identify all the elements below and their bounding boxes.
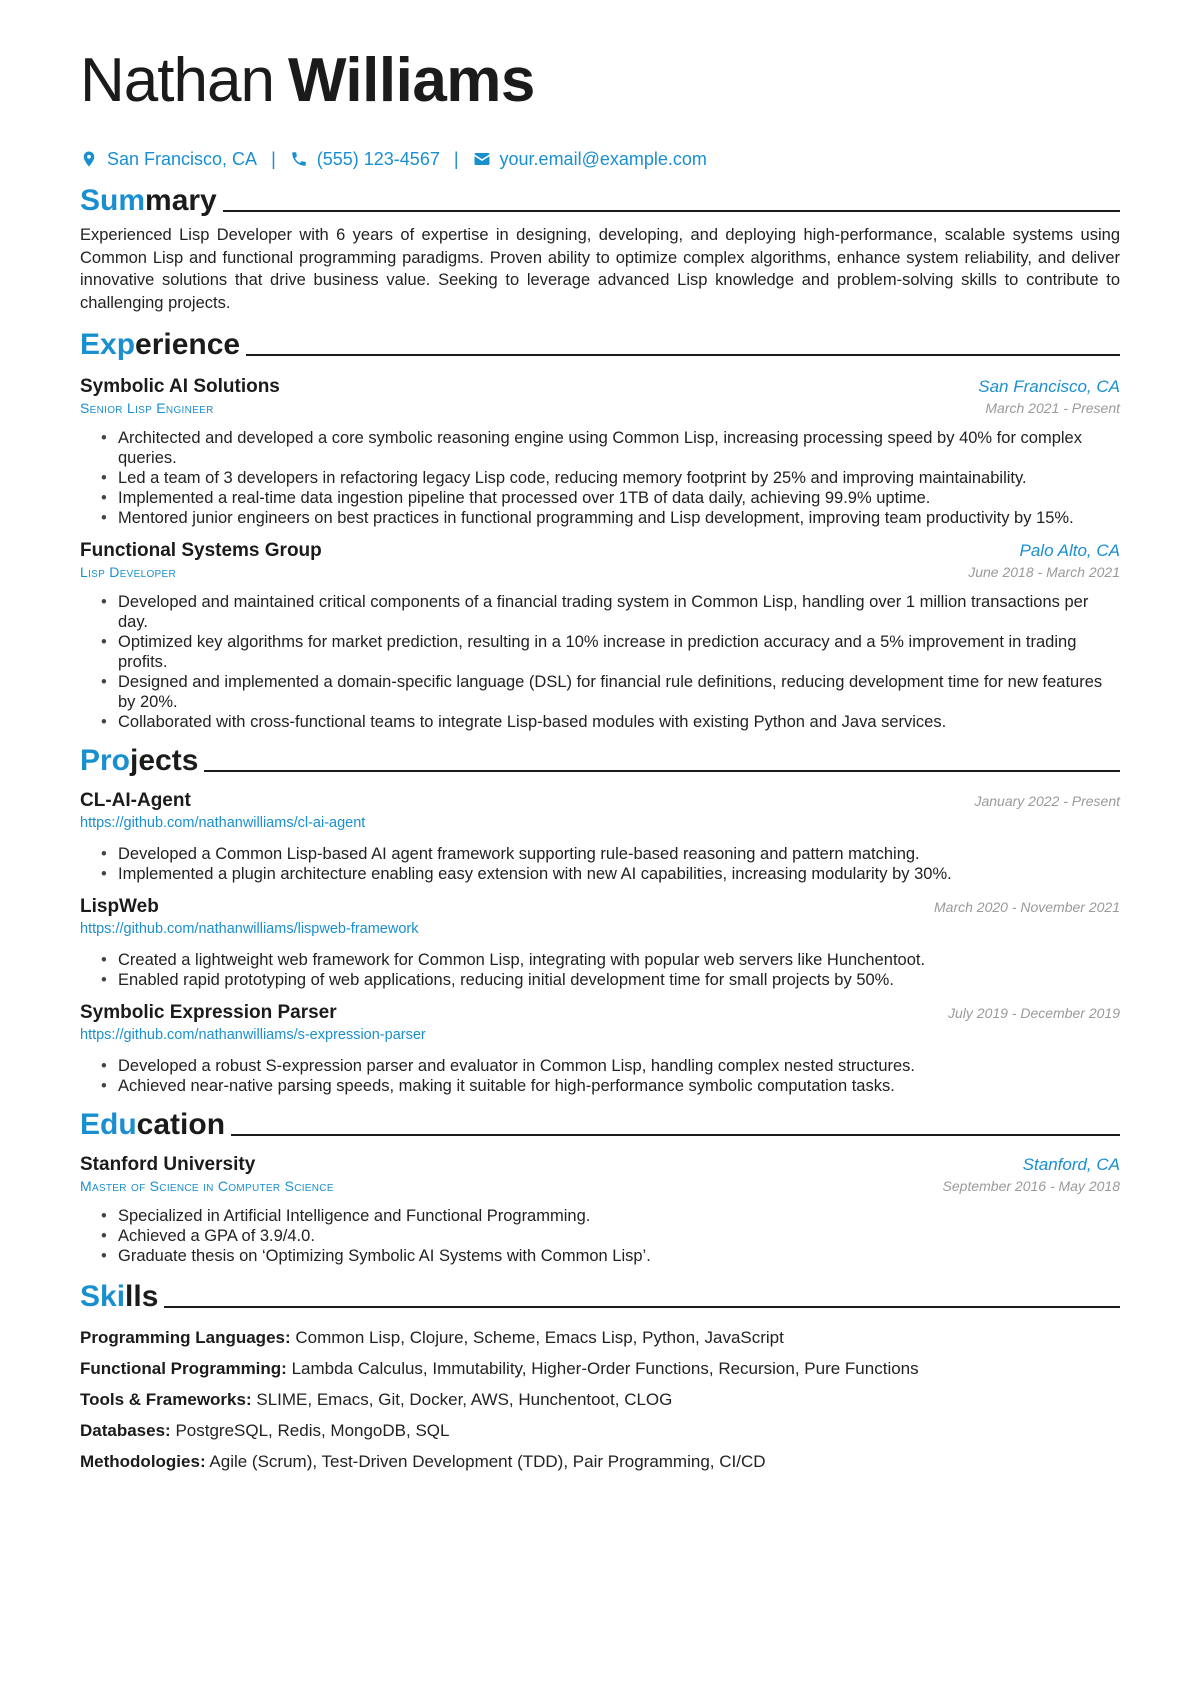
list-item: • Specialized in Artificial Intelligence and Functional Programming. <box>118 1206 1120 1226</box>
project-dates: January 2022 - Present <box>974 793 1120 809</box>
skill-label: Tools & Frameworks: <box>80 1390 252 1409</box>
job-location: Palo Alto, CA <box>1019 541 1120 560</box>
list-item: • Achieved a GPA of 3.9/4.0. <box>118 1226 1120 1246</box>
list-item: • Architected and developed a core symbolic reasoning engine using Common Lisp, increasing processing speed by 40% for complex queries. <box>118 428 1120 468</box>
project-entry <box>80 790 1120 884</box>
job-role: Lisp Developer <box>80 564 177 580</box>
summary-title: Summary <box>80 184 217 217</box>
resume-page <box>80 0 1120 1483</box>
last-name: Williams <box>287 46 535 115</box>
degree-name: Master of Science in Computer Science <box>80 1178 334 1194</box>
project-link[interactable]: https://github.com/nathanwilliams/cl-ai-agent <box>80 815 366 831</box>
project-bullets <box>80 844 1120 884</box>
map-pin-icon <box>80 150 98 168</box>
job-bullets <box>80 428 1120 528</box>
list-item: • Designed and implemented a domain-specific language (DSL) for financial rule definitions, reducing development time for new features by 20%. <box>118 672 1120 712</box>
list-item: • Developed a Common Lisp-based AI agent framework supporting rule-based reasoning and pattern matching. <box>118 844 1120 864</box>
skill-value: PostgreSQL, Redis, MongoDB, SQL <box>175 1421 450 1440</box>
education-dates: September 2016 - May 2018 <box>942 1178 1120 1194</box>
phone-text[interactable]: (555) 123-4567 <box>316 148 440 169</box>
section-rule <box>223 210 1120 212</box>
email-link[interactable]: your.email@example.com <box>499 148 707 169</box>
location-item <box>80 149 257 170</box>
skill-value: SLIME, Emacs, Git, Docker, AWS, Hunchentoot, CLOG <box>256 1390 673 1409</box>
list-item: • Implemented a real-time data ingestion pipeline that processed over 1TB of data daily, achieving 99.9% uptime. <box>118 488 1120 508</box>
project-name: Symbolic Expression Parser <box>80 1002 337 1023</box>
skill-value: Lambda Calculus, Immutability, Higher-Order Functions, Recursion, Pure Functions <box>291 1359 919 1378</box>
candidate-name <box>80 0 1120 118</box>
summary-text: Experienced Lisp Developer with 6 years of expertise in designing, developing, and deploying high-performance, scalable systems using Common Lisp and functional programming paradigms. Proven ability to optimize complex algorithms, enhance system reliability, and deliver innovative solutions that drive business value. Seeking to leverage advanced Lisp knowledge and problem-solving skills to contribute to challenging projects. <box>80 226 1120 312</box>
company-name: Symbolic AI Solutions <box>80 376 280 397</box>
job-bullets <box>80 592 1120 732</box>
list-item: • Collaborated with cross-functional teams to integrate Lisp-based modules with existing Python and Java services. <box>118 712 1120 732</box>
list-item: • Optimized key algorithms for market prediction, resulting in a 10% increase in prediction accuracy and a 5% improvement in trading profits. <box>118 632 1120 672</box>
list-item: • Led a team of 3 developers in refactoring legacy Lisp code, reducing memory footprint by 25% and improving maintainability. <box>118 468 1120 488</box>
first-name: Nathan <box>80 46 274 115</box>
list-item: • Enabled rapid prototyping of web applications, reducing initial development time for small projects by 50%. <box>118 970 1120 990</box>
location-text: San Francisco, CA <box>107 148 258 169</box>
list-item: • Graduate thesis on ‘Optimizing Symbolic AI Systems with Common Lisp’. <box>118 1246 1120 1266</box>
skill-value: Agile (Scrum), Test-Driven Development (TDD), Pair Programming, CI/CD <box>209 1452 766 1471</box>
project-name: CL-AI-Agent <box>80 790 191 811</box>
skill-label: Methodologies: <box>80 1452 206 1471</box>
project-dates: July 2019 - December 2019 <box>948 1005 1120 1021</box>
project-link[interactable]: https://github.com/nathanwilliams/lispweb-framework <box>80 921 419 937</box>
school-name: Stanford University <box>80 1154 256 1175</box>
list-item: • Achieved near-native parsing speeds, making it suitable for high-performance symbolic computation tasks. <box>118 1076 1120 1096</box>
experience-title: Experience <box>80 328 241 361</box>
project-entry <box>80 1002 1120 1096</box>
list-item: • Mentored junior engineers on best practices in functional programming and Lisp development, improving team productivity by 15%. <box>118 508 1120 528</box>
envelope-icon <box>473 150 491 168</box>
skill-row <box>80 1359 1120 1379</box>
summary-heading <box>80 178 1120 218</box>
skills-title: Skills <box>80 1280 159 1313</box>
company-name: Functional Systems Group <box>80 540 322 561</box>
project-name: LispWeb <box>80 896 159 917</box>
section-rule <box>204 770 1120 772</box>
contact-separator: | <box>271 148 276 169</box>
phone-item[interactable] <box>290 149 440 170</box>
section-rule <box>246 354 1120 356</box>
job-entry <box>80 540 1120 732</box>
skill-label: Programming Languages: <box>80 1328 291 1347</box>
skill-row <box>80 1421 1120 1441</box>
skill-row <box>80 1452 1120 1472</box>
section-rule <box>231 1134 1120 1136</box>
school-location: Stanford, CA <box>1022 1155 1120 1174</box>
skill-value: Common Lisp, Clojure, Scheme, Emacs Lisp, Python, JavaScript <box>295 1328 784 1347</box>
list-item: • Developed and maintained critical components of a financial trading system in Common Lisp, handling over 1 million transactions per day. <box>118 592 1120 632</box>
education-entry <box>80 1154 1120 1266</box>
skills-list <box>80 1328 1120 1472</box>
education-heading <box>80 1102 1120 1142</box>
job-dates: June 2018 - March 2021 <box>968 564 1120 580</box>
list-item: • Developed a robust S-expression parser and evaluator in Common Lisp, handling complex nested structures. <box>118 1056 1120 1076</box>
skill-row <box>80 1328 1120 1348</box>
skill-row <box>80 1390 1120 1410</box>
skills-heading <box>80 1274 1120 1314</box>
project-link[interactable]: https://github.com/nathanwilliams/s-expression-parser <box>80 1027 426 1043</box>
education-bullets <box>80 1206 1120 1266</box>
projects-title: Projects <box>80 744 199 777</box>
project-dates: March 2020 - November 2021 <box>934 899 1120 915</box>
education-title: Education <box>80 1108 226 1141</box>
project-entry <box>80 896 1120 990</box>
job-entry <box>80 376 1120 528</box>
project-bullets <box>80 950 1120 990</box>
job-dates: March 2021 - Present <box>985 400 1120 416</box>
skill-label: Functional Programming: <box>80 1359 287 1378</box>
job-role: Senior Lisp Engineer <box>80 400 214 416</box>
list-item: • Implemented a plugin architecture enabling easy extension with new AI capabilities, increasing modularity by 30%. <box>118 864 1120 884</box>
phone-icon <box>290 150 308 168</box>
email-item[interactable] <box>473 149 707 170</box>
skill-label: Databases: <box>80 1421 171 1440</box>
section-rule <box>164 1306 1120 1308</box>
experience-heading <box>80 322 1120 362</box>
list-item: • Created a lightweight web framework for Common Lisp, integrating with popular web servers like Hunchentoot. <box>118 950 1120 970</box>
projects-heading <box>80 738 1120 778</box>
job-location: San Francisco, CA <box>978 377 1120 396</box>
contact-separator: | <box>453 148 459 169</box>
project-bullets <box>80 1056 1120 1096</box>
contact-bar <box>80 146 1120 172</box>
